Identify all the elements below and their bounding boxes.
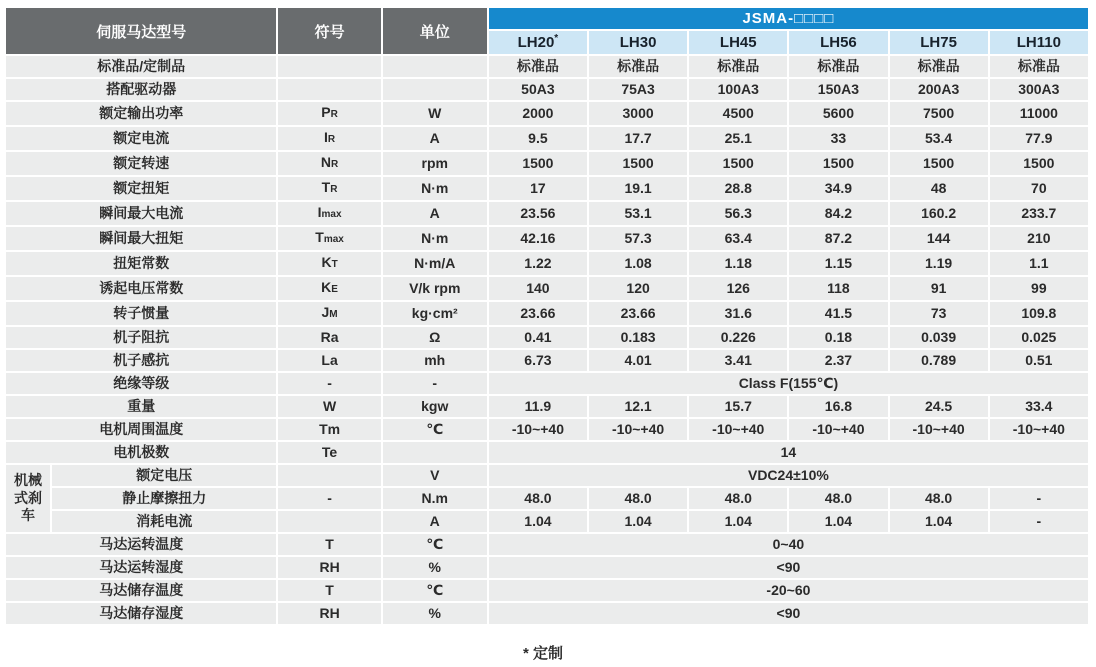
symbol-cell [278, 465, 380, 486]
value-cell: 63.4 [689, 227, 787, 250]
row-label: 马达运转湿度 [6, 557, 276, 578]
unit-cell: A [383, 127, 487, 150]
row-label: 瞬间最大电流 [6, 202, 276, 225]
value-cell: 1500 [789, 152, 887, 175]
row-label: 电机极数 [6, 442, 276, 463]
spec-row [6, 79, 1088, 100]
row-label: 额定电压 [52, 465, 276, 486]
symbol-cell [278, 396, 380, 417]
symbol-base: T [315, 229, 324, 245]
value-cell: 1.04 [789, 511, 887, 532]
symbol-cell [278, 302, 380, 325]
footnote: * 定制 [522, 645, 563, 662]
value-cell: 2.37 [789, 350, 887, 371]
spec-row [6, 603, 1088, 624]
row-label: 额定转速 [6, 152, 276, 175]
value-cell: 3000 [589, 102, 687, 125]
value-cell: 11.9 [489, 396, 587, 417]
model-column-header: LH110 [990, 31, 1088, 54]
servo-motor-spec-sheet [0, 6, 1096, 663]
value-cell: 1500 [689, 152, 787, 175]
column-header-symbol: 符号 [278, 8, 380, 54]
value-cell: 144 [890, 227, 988, 250]
value-cell: 34.9 [789, 177, 887, 200]
value-cell: 0.789 [890, 350, 988, 371]
value-cell: 233.7 [990, 202, 1088, 225]
row-label: 重量 [6, 396, 276, 417]
value-cell: 57.3 [589, 227, 687, 250]
symbol-cell [278, 227, 380, 250]
value-cell: -10~+40 [890, 419, 988, 440]
unit-cell: N·m/A [383, 252, 487, 275]
value-cell: 0.039 [890, 327, 988, 348]
row-label: 绝缘等级 [6, 373, 276, 394]
model-column-header: LH56 [789, 31, 887, 54]
symbol-cell [278, 534, 380, 555]
value-cell: -10~+40 [789, 419, 887, 440]
unit-cell [383, 56, 487, 77]
value-cell: 1.04 [589, 511, 687, 532]
unit-cell: Ω [383, 327, 487, 348]
spec-row [6, 152, 1088, 175]
symbol-base: J [321, 304, 330, 320]
row-label: 电机周围温度 [6, 419, 276, 440]
custom-mark: * [554, 33, 559, 44]
unit-cell: kgw [383, 396, 487, 417]
symbol-cell [278, 419, 380, 440]
spec-row [6, 277, 1088, 300]
value-cell: 0.183 [589, 327, 687, 348]
value-cell: 1.04 [689, 511, 787, 532]
row-label: 搭配驱动器 [6, 79, 276, 100]
model-column-header: LH20* [489, 31, 587, 54]
value-cell: 17 [489, 177, 587, 200]
value-cell: 1500 [890, 152, 988, 175]
symbol-cell [278, 277, 380, 300]
unit-cell: kg·cm² [383, 302, 487, 325]
value-cell: 150A3 [789, 79, 887, 100]
symbol-subscript: M [329, 309, 338, 320]
unit-cell: rpm [383, 152, 487, 175]
value-cell: 73 [890, 302, 988, 325]
value-cell: 5600 [789, 102, 887, 125]
symbol-cell [278, 56, 380, 77]
value-cell: 109.8 [990, 302, 1088, 325]
value-cell: 28.8 [689, 177, 787, 200]
row-label: 瞬间最大扭矩 [6, 227, 276, 250]
spec-row [6, 580, 1088, 601]
value-cell-spanning: 0~40 [489, 534, 1088, 555]
value-cell: 标准品 [890, 56, 988, 77]
value-cell: 33.4 [990, 396, 1088, 417]
spec-row [6, 327, 1088, 348]
value-cell: 标准品 [589, 56, 687, 77]
symbol-base: T [325, 582, 334, 598]
spec-row [6, 127, 1088, 150]
row-label: 扭矩常数 [6, 252, 276, 275]
value-cell: 210 [990, 227, 1088, 250]
value-cell: 48.0 [890, 488, 988, 509]
symbol-base: RH [319, 559, 340, 575]
symbol-subscript: max [321, 209, 342, 220]
value-cell: 9.5 [489, 127, 587, 150]
column-header-model: 伺服马达型号 [6, 8, 276, 54]
unit-cell: N·m [383, 177, 487, 200]
value-cell: 0.025 [990, 327, 1088, 348]
symbol-subscript: max [323, 234, 344, 245]
spec-row [6, 177, 1088, 200]
symbol-cell [278, 350, 380, 371]
value-cell: 标准品 [489, 56, 587, 77]
value-cell: 1.08 [589, 252, 687, 275]
spec-row [6, 442, 1088, 463]
unit-cell: W [383, 102, 487, 125]
model-column-header: LH30 [589, 31, 687, 54]
symbol-base: P [321, 104, 331, 120]
row-label: 马达运转温度 [6, 534, 276, 555]
model-column-header: LH45 [689, 31, 787, 54]
value-cell: 标准品 [990, 56, 1088, 77]
row-label: 静止摩擦扭力 [52, 488, 276, 509]
value-cell: 4500 [689, 102, 787, 125]
value-cell: - [990, 511, 1088, 532]
spec-row [6, 373, 1088, 394]
value-cell: 91 [890, 277, 988, 300]
value-cell: -10~+40 [589, 419, 687, 440]
symbol-base: RH [319, 605, 340, 621]
spec-row [6, 202, 1088, 225]
symbol-cell [278, 580, 380, 601]
value-cell: -10~+40 [990, 419, 1088, 440]
spec-row [6, 488, 1088, 509]
value-cell: 1500 [589, 152, 687, 175]
row-label: 消耗电流 [52, 511, 276, 532]
spec-row [6, 102, 1088, 125]
value-cell: - [990, 488, 1088, 509]
unit-cell: mh [383, 350, 487, 371]
value-cell-spanning: <90 [489, 557, 1088, 578]
value-cell: 48.0 [789, 488, 887, 509]
symbol-subscript: R [331, 159, 339, 170]
value-cell: 16.8 [789, 396, 887, 417]
value-cell: 42.16 [489, 227, 587, 250]
symbol-base: K [321, 279, 332, 295]
spec-row [6, 252, 1088, 275]
value-cell-spanning: VDC24±10% [489, 465, 1088, 486]
symbol-base: I [324, 129, 328, 145]
value-cell: 0.51 [990, 350, 1088, 371]
value-cell: 标准品 [689, 56, 787, 77]
spec-row [6, 302, 1088, 325]
value-cell: 56.3 [689, 202, 787, 225]
value-cell: 48.0 [489, 488, 587, 509]
value-cell: 126 [689, 277, 787, 300]
unit-cell: % [383, 603, 487, 624]
brake-group-cell: 机械式刹车 [6, 465, 50, 532]
unit-cell: A [383, 511, 487, 532]
row-label: 额定扭矩 [6, 177, 276, 200]
value-cell: 23.66 [489, 302, 587, 325]
value-cell: 1.04 [489, 511, 587, 532]
value-cell: 84.2 [789, 202, 887, 225]
value-cell: 0.226 [689, 327, 787, 348]
symbol-base: I [317, 204, 322, 220]
value-cell: 19.1 [589, 177, 687, 200]
value-cell: 1.22 [489, 252, 587, 275]
spec-row [6, 350, 1088, 371]
value-cell: 48.0 [589, 488, 687, 509]
unit-cell: ℃ [383, 580, 487, 601]
spec-row [6, 557, 1088, 578]
symbol-subscript: E [331, 284, 338, 295]
value-cell: 1.15 [789, 252, 887, 275]
value-cell: 48 [890, 177, 988, 200]
value-cell: 11000 [990, 102, 1088, 125]
spec-table-body [6, 56, 1088, 624]
symbol-base: Te [321, 444, 338, 460]
unit-cell [383, 79, 487, 100]
value-cell: 33 [789, 127, 887, 150]
spec-row [6, 227, 1088, 250]
value-cell: 75A3 [589, 79, 687, 100]
row-label: 机子感抗 [6, 350, 276, 371]
value-cell: 1.04 [890, 511, 988, 532]
unit-cell: V/k rpm [383, 277, 487, 300]
unit-cell: ℃ [383, 419, 487, 440]
model-column-header: LH75 [890, 31, 988, 54]
value-cell: 140 [489, 277, 587, 300]
symbol-cell [278, 511, 380, 532]
symbol-subscript: T [331, 259, 338, 270]
row-label: 转子惯量 [6, 302, 276, 325]
value-cell: 48.0 [689, 488, 787, 509]
value-cell-spanning: -20~60 [489, 580, 1088, 601]
symbol-cell [278, 79, 380, 100]
value-cell: 1.1 [990, 252, 1088, 275]
unit-cell: A [383, 202, 487, 225]
value-cell-spanning: 14 [489, 442, 1088, 463]
value-cell: 118 [789, 277, 887, 300]
unit-cell: ℃ [383, 534, 487, 555]
row-label: 机子阻抗 [6, 327, 276, 348]
unit-cell [383, 442, 487, 463]
value-cell: 23.56 [489, 202, 587, 225]
value-cell: 77.9 [990, 127, 1088, 150]
value-cell: 标准品 [789, 56, 887, 77]
value-cell: 200A3 [890, 79, 988, 100]
symbol-base: La [321, 352, 338, 368]
spec-row [6, 56, 1088, 77]
row-label: 额定电流 [6, 127, 276, 150]
value-cell: 6.73 [489, 350, 587, 371]
symbol-cell [278, 327, 380, 348]
unit-cell: % [383, 557, 487, 578]
value-cell: 1500 [990, 152, 1088, 175]
value-cell: 0.18 [789, 327, 887, 348]
spec-row [6, 465, 1088, 486]
symbol-base: N [320, 154, 332, 170]
symbol-base: - [327, 490, 332, 506]
value-cell: 53.1 [589, 202, 687, 225]
value-cell: 24.5 [890, 396, 988, 417]
symbol-cell [278, 127, 380, 150]
row-label: 诱起电压常数 [6, 277, 276, 300]
unit-cell: V [383, 465, 487, 486]
symbol-base: W [322, 398, 337, 414]
unit-cell: N·m [383, 227, 487, 250]
value-cell: 23.66 [589, 302, 687, 325]
symbol-subscript: R [330, 109, 338, 120]
value-cell: 3.41 [689, 350, 787, 371]
symbol-base: T [321, 179, 331, 195]
value-cell: 25.1 [689, 127, 787, 150]
value-cell: 7500 [890, 102, 988, 125]
symbol-cell [278, 102, 380, 125]
value-cell: 87.2 [789, 227, 887, 250]
value-cell: 2000 [489, 102, 587, 125]
symbol-cell [278, 442, 380, 463]
spec-row [6, 396, 1088, 417]
value-cell: 300A3 [990, 79, 1088, 100]
symbol-subscript: R [327, 134, 336, 145]
symbol-cell [278, 603, 380, 624]
value-cell: 0.41 [489, 327, 587, 348]
unit-cell: - [383, 373, 487, 394]
value-cell: 17.7 [589, 127, 687, 150]
value-cell: 100A3 [689, 79, 787, 100]
symbol-cell [278, 202, 380, 225]
row-label: 额定输出功率 [6, 102, 276, 125]
row-label: 标准品/定制品 [6, 56, 276, 77]
symbol-base: Tm [319, 421, 341, 437]
symbol-cell [278, 557, 380, 578]
value-cell: -10~+40 [689, 419, 787, 440]
symbol-base: T [325, 536, 334, 552]
value-cell: 1.18 [689, 252, 787, 275]
value-cell: 41.5 [789, 302, 887, 325]
symbol-subscript: R [330, 184, 338, 195]
motor-spec-table [4, 6, 1090, 626]
value-cell: 1500 [489, 152, 587, 175]
spec-row [6, 534, 1088, 555]
value-cell: 50A3 [489, 79, 587, 100]
symbol-base: Ra [320, 329, 339, 345]
spec-row [6, 511, 1088, 532]
value-cell: 99 [990, 277, 1088, 300]
symbol-base: K [321, 254, 332, 270]
symbol-cell [278, 252, 380, 275]
value-cell: 70 [990, 177, 1088, 200]
value-cell: 12.1 [589, 396, 687, 417]
symbol-cell [278, 177, 380, 200]
value-cell: 120 [589, 277, 687, 300]
value-cell: 15.7 [689, 396, 787, 417]
row-label: 马达储存温度 [6, 580, 276, 601]
symbol-base: - [327, 375, 332, 391]
main-header-row [6, 8, 1088, 29]
value-cell-spanning: <90 [489, 603, 1088, 624]
value-cell: 4.01 [589, 350, 687, 371]
value-cell: 53.4 [890, 127, 988, 150]
value-cell: 1.19 [890, 252, 988, 275]
value-cell-spanning: Class F(155℃) [489, 373, 1088, 394]
spec-row [6, 419, 1088, 440]
value-cell: 160.2 [890, 202, 988, 225]
series-title: JSMA-□□□□ [489, 8, 1088, 29]
symbol-cell [278, 152, 380, 175]
value-cell: -10~+40 [489, 419, 587, 440]
unit-cell: N.m [383, 488, 487, 509]
column-header-unit: 单位 [383, 8, 487, 54]
value-cell: 31.6 [689, 302, 787, 325]
symbol-cell [278, 488, 380, 509]
row-label: 马达储存湿度 [6, 603, 276, 624]
symbol-cell [278, 373, 380, 394]
